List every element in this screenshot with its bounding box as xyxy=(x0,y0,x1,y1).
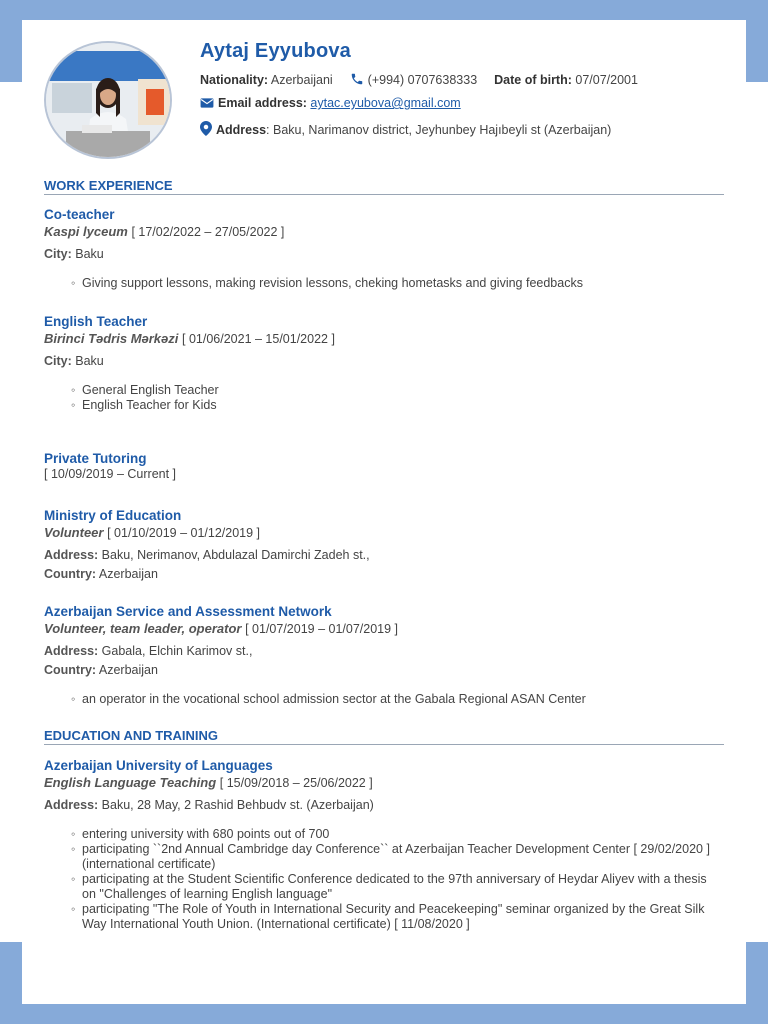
address-label: Address: xyxy=(44,798,99,812)
job-dates: [ 10/09/2019 – Current ] xyxy=(44,467,177,481)
address-label: Address xyxy=(216,123,267,137)
address-value: Baku, Nerimanov, Abdulazal Damirchi Zadeh st., xyxy=(101,548,370,562)
job-title: Co-teacher xyxy=(44,207,115,222)
frame-left-top xyxy=(0,0,22,82)
dob-value: 07/07/2001 xyxy=(575,73,638,87)
work-item-2 xyxy=(44,313,734,413)
country-label: Country: xyxy=(44,567,97,581)
city-label: City: xyxy=(44,354,72,368)
job-dates: [ 01/10/2019 – 01/12/2019 ] xyxy=(107,526,261,540)
email-link[interactable]: aytac.eyubova@gmail.com xyxy=(310,96,461,110)
address-value: Baku, 28 May, 2 Rashid Behbudv st. (Azerbaijan) xyxy=(101,798,374,812)
frame-top xyxy=(0,0,768,20)
education-dates: [ 15/09/2018 – 25/06/2022 ] xyxy=(219,776,373,790)
job-dates: [ 01/07/2019 – 01/07/2019 ] xyxy=(245,622,399,636)
work-item-3 xyxy=(44,450,734,482)
section-education: EDUCATION AND TRAINING xyxy=(44,728,724,745)
phone-value: (+994) 0707638333 xyxy=(367,73,478,87)
location-pin-icon xyxy=(200,121,212,139)
address-value: : Baku, Narimanov district, Jeyhunbey Hajıbeyli st (Azerbaijan) xyxy=(266,123,612,137)
list-item: ◦ participating ``2nd Annual Cambridge day Conference`` at Azerbaijan Teacher Development Center [ 29/02/2020 ] (international certificate) xyxy=(82,842,722,872)
frame-bottom xyxy=(0,1004,768,1024)
country-value: Azerbaijan xyxy=(98,567,158,581)
job-title: Private Tutoring xyxy=(44,451,147,466)
country-label: Country: xyxy=(44,663,97,677)
email-label: Email address: xyxy=(218,96,307,110)
header-line-2 xyxy=(200,96,461,112)
job-title: Azerbaijan Service and Assessment Network xyxy=(44,604,332,619)
program-name: English Language Teaching xyxy=(44,775,217,790)
list-item: ◦ participating at the Student Scientific Conference dedicated to the 97th anniversary of Heydar Aliyev with a thesis on "Challenges of learning English language" xyxy=(82,872,722,902)
address-label: Address: xyxy=(44,548,99,562)
work-item-5 xyxy=(44,603,734,707)
nationality-value: Azerbaijani xyxy=(270,73,333,87)
header-line-3 xyxy=(200,121,611,139)
frame-right-top xyxy=(746,0,768,82)
country-value: Azerbaijan xyxy=(98,663,158,677)
job-dates: [ 17/02/2022 – 27/05/2022 ] xyxy=(131,225,285,239)
list-item: ◦ English Teacher for Kids xyxy=(82,398,734,413)
list-item: ◦ entering university with 680 points out of 700 xyxy=(82,827,722,842)
job-title: English Teacher xyxy=(44,314,148,329)
list-item: ◦ General English Teacher xyxy=(82,383,734,398)
cv-page xyxy=(22,20,746,1004)
list-item: ◦ Giving support lessons, making revision lessons, cheking hometasks and giving feedbacks xyxy=(82,276,734,291)
work-item-1 xyxy=(44,206,734,291)
frame-right-bottom xyxy=(746,942,768,1024)
employer: Volunteer, team leader, operator xyxy=(44,621,242,636)
address-value: Gabala, Elchin Karimov st., xyxy=(101,644,253,658)
envelope-icon xyxy=(200,97,214,112)
employer: Birinci Tədris Mərkəzi xyxy=(44,331,179,346)
city-label: City: xyxy=(44,247,72,261)
list-item: ◦ an operator in the vocational school admission sector at the Gabala Regional ASAN Center xyxy=(82,692,734,707)
city-value: Baku xyxy=(75,247,104,261)
dob-label: Date of birth: xyxy=(494,73,572,87)
job-dates: [ 01/06/2021 – 15/01/2022 ] xyxy=(182,332,335,346)
employer: Volunteer xyxy=(44,525,104,540)
list-item: ◦ participating "The Role of Youth in International Security and Peacekeeping" seminar organized by the Great Silk Way International Youth Union. (International certificate) [ 11/08/2020 ] xyxy=(82,902,722,932)
section-work-experience: WORK EXPERIENCE xyxy=(44,178,724,195)
institution-name: Azerbaijan University of Languages xyxy=(44,758,273,773)
work-item-4 xyxy=(44,507,734,584)
frame-left-bottom xyxy=(0,942,22,1024)
employer: Kaspi lyceum xyxy=(44,224,128,239)
address-label: Address: xyxy=(44,644,99,658)
candidate-name: Aytaj Eyyubova xyxy=(200,40,352,62)
nationality-label: Nationality: xyxy=(200,73,269,87)
job-title: Ministry of Education xyxy=(44,508,182,523)
education-item-1 xyxy=(44,757,734,932)
profile-photo xyxy=(44,41,172,159)
header-line-1 xyxy=(200,72,638,89)
phone-icon xyxy=(350,72,364,89)
city-value: Baku xyxy=(75,354,104,368)
